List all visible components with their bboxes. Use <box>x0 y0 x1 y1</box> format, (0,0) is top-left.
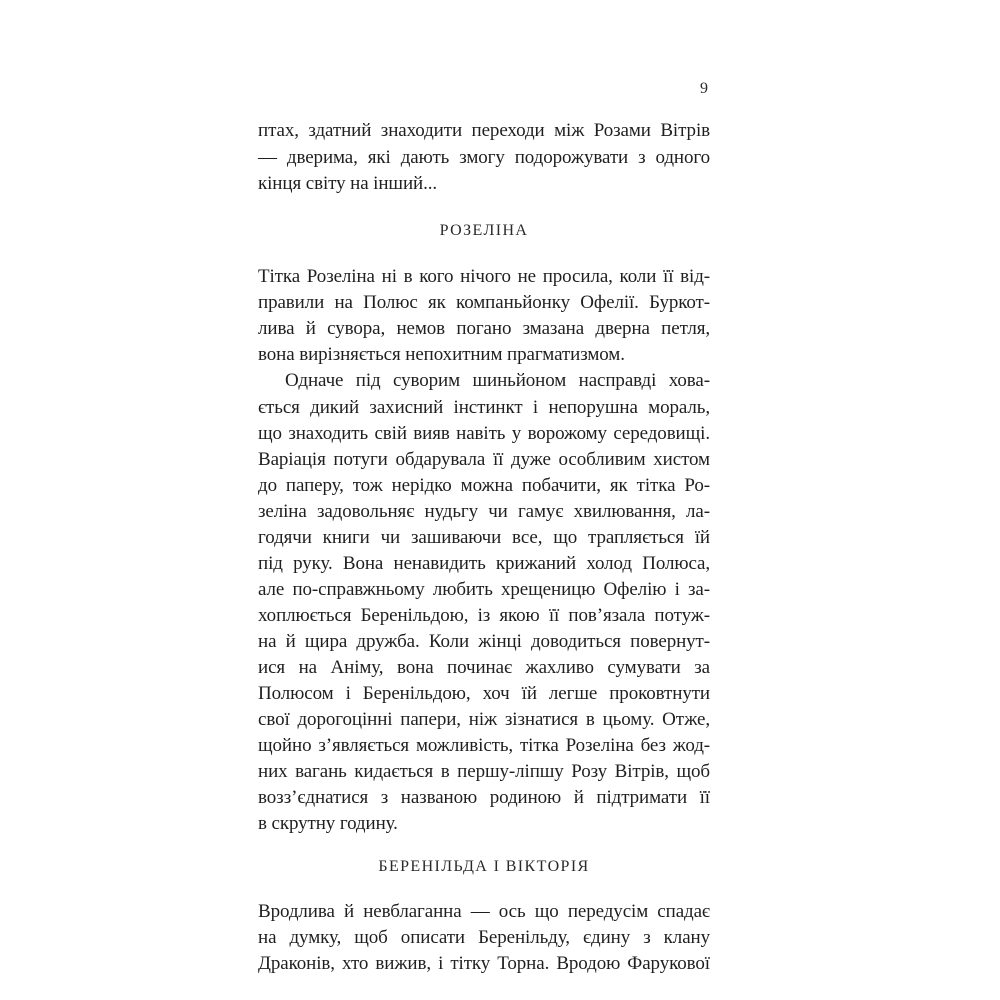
text-line: до паперу, тож нерідко можна побачити, як тітка Ро- <box>258 475 710 496</box>
text-line: возз’єднатися з названою родиною й підтримати її <box>258 787 710 808</box>
text-line: — дверима, які дають змогу подорожувати з одного <box>258 147 710 168</box>
text-line: правили на Полюс як компаньйонку Офелії. Буркот- <box>258 292 710 313</box>
text-line: годячи книги чи зашиваючи все, що трапляється їй <box>258 527 710 548</box>
text-line: ється дикий захисний інстинкт і непорушна мораль, <box>258 397 710 418</box>
text-line: хоплюється Беренільдою, із якою її пов’язала потуж- <box>258 605 710 626</box>
text-line: на думку, щоб описати Беренільду, єдину з клану <box>258 927 710 948</box>
text-line: в скрутну годину. <box>258 813 398 834</box>
text-line: птах, здатний знаходити переходи між Розами Вітрів <box>258 120 710 141</box>
section-heading-berenilda: БЕРЕНІЛЬДА І ВІКТОРІЯ <box>378 858 590 875</box>
text-line: Вродлива й невблаганна — ось що передусім спадає <box>258 901 710 922</box>
text-line: але по-справжньому любить хрещеницю Офелію і за- <box>258 579 710 600</box>
text-line: Полюсом і Беренільдою, хоч їй легше проковтнути <box>258 683 710 704</box>
text-line: що знаходить свій вияв навіть у ворожому середовищі. <box>258 423 710 444</box>
text-line: Тітка Розеліна ні в кого нічого не просила, коли її від- <box>258 266 710 287</box>
text-line: ися на Аніму, вона починає жахливо сумувати за <box>258 657 710 678</box>
text-line: кінця світу на інший... <box>258 173 438 194</box>
text-line: щойно з’являється можливість, тітка Розеліна без жод- <box>258 735 710 756</box>
text-line: Варіація потуги обдарувала її дуже особливим хистом <box>258 449 710 470</box>
text-line: Драконів, хто вижив, і тітку Торна. Вродою Фарукової <box>258 953 710 974</box>
text-line: зеліна задовольняє нудьгу чи гамує хвилювання, ла- <box>258 501 710 522</box>
text-line: Одначе під суворим шиньйоном насправді хова- <box>285 370 710 391</box>
text-line: них вагань кидається в першу-ліпшу Розу Вітрів, щоб <box>258 761 710 782</box>
text-line: лива й сувора, немов погано змазана дверна петля, <box>258 318 710 339</box>
text-line: під руку. Вона ненавидить крижаний холод Полюса, <box>258 553 710 574</box>
section-heading-roselina: РОЗЕЛІНА <box>439 222 529 239</box>
page-number: 9 <box>700 80 708 97</box>
text-line: вона вирізняється непохитним прагматизмом. <box>258 344 625 365</box>
text-line: свої дорогоцінні папери, ніж зізнатися в цьому. Отже, <box>258 709 710 730</box>
text-line: на й щира дружба. Коли жінці доводиться повернут- <box>258 631 710 652</box>
